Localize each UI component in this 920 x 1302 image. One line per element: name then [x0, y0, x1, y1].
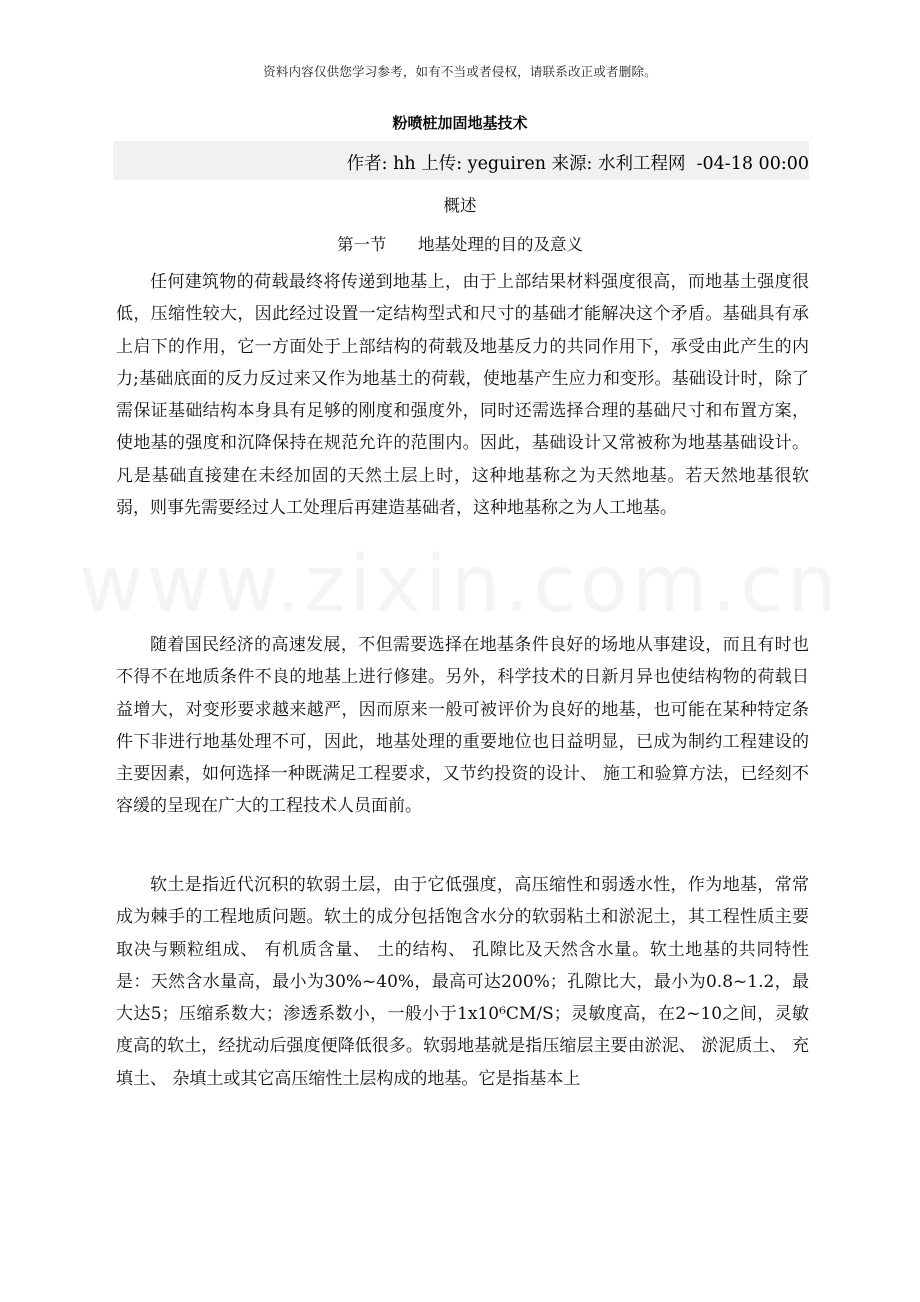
overview-heading: 概述	[443, 196, 477, 215]
body-paragraph: 任何建筑物的荷载最终将传递到地基上，由于上部结果材料强度很高，而地基土强度很低，压缩性较大，因此经过设置一定结构型式和尺寸的基础才能解决这个矛盾。基础具有承上启下的作用，它一方面处于上部结构的荷载及地基反力的共同作用下，承受由此产生的内力;基础底面的反力反过来又作为地基土的荷载，使地基产生应力和变形。基础设计时，除了需保证基础结构本身具有足够的刚度和强度外，同时还需选择合理的基础尺寸和布置方案，使地基的强度和沉降保持在规范允许的范围内。因此，基础设计又常被称为地基基础设计。凡是基础直接建在未经加固的天然土层上时，这种地基称之为天然地基。若天然地基很软弱，则事先需要经过人工处理后再建造基础者，这种地基称之为人工地基。	[116, 272, 809, 519]
disclaimer-header: 资料内容仅供您学习参考，如有不当或者侵权，请联系改正或者删除。	[263, 64, 657, 79]
body-paragraph: 随着国民经济的高速发展，不但需要选择在地基条件良好的场地从事建设，而且有时也不得不在地质条件不良的地基上进行修建。另外，科学技术的日新月异也使结构物的荷载日益增大，对变形要求越来越严，因而原来一般可被评价为良好的地基，也可能在某种特定条件下非进行地基处理不可，因此，地基处理的重要地位也日益明显，已成为制约工程建设的主要因素，如何选择一种既满足工程要求，又节约投资的设计、 施工和验算方法，已经刻不容缓的呈现在广大的工程技术人员面前。	[116, 635, 809, 817]
article-meta: 作者: hh 上传: yeguiren 来源: 水利工程网 -04-18 00:00	[346, 154, 809, 174]
section-heading: 第一节 地基处理的目的及意义	[337, 235, 583, 254]
watermark	[0, 540, 920, 630]
body-paragraph: 软土是指近代沉积的软弱土层，由于它低强度，高压缩性和弱透水性，作为地基，常常成为棘手的工程地质问题。软土的成分包括饱含水分的软弱粘土和淤泥土，其工程性质主要取决与颗粒组成、 有机质含量、 土的结构、 孔隙比及天然含水量。软土地基的共同特性是：天然含水量高，最小为30%~40%，最高可达200%；孔隙比大，最小为0.8~1.2，最大达5；压缩系数大；渗透系数小，一般小于1x10⁶CM/S；灵敏度高，在2~10之间，灵敏度高的软土，经扰动后强度便降低很多。软弱地基就是指压缩层主要由淤泥、 淤泥质土、 充填土、 杂填土或其它高压缩性土层构成的地基。它是指基本上	[116, 875, 809, 1089]
article-title: 粉喷桩加固地基技术	[392, 114, 528, 132]
